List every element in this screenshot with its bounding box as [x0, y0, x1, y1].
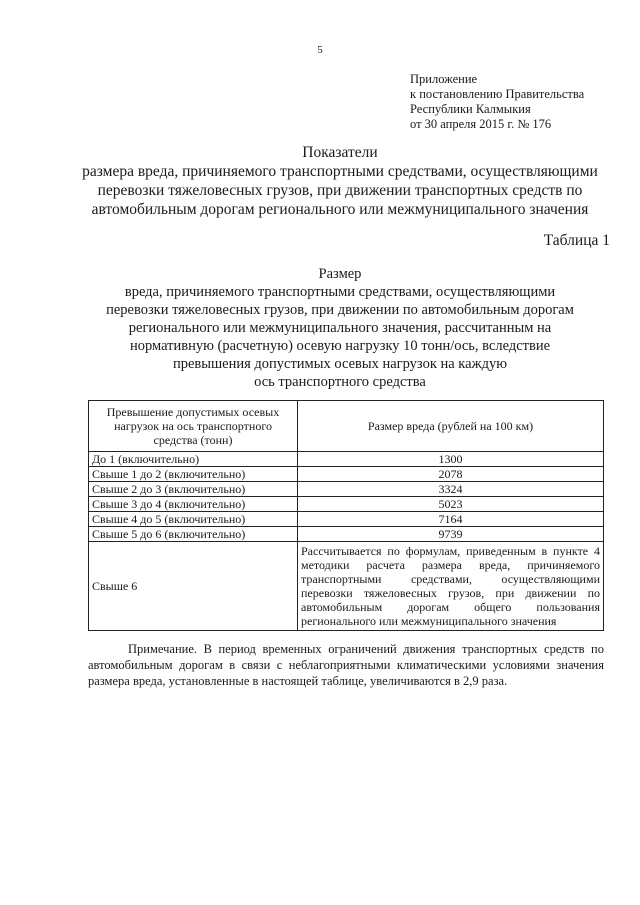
cell-damage: 7164	[298, 512, 604, 527]
title-line: Показатели	[302, 144, 378, 161]
table-title-line: нормативную (расчетную) осевую нагрузку 10 тонн/ось, вследствие	[129, 338, 551, 354]
document-title	[60, 143, 620, 219]
title-line: перевозки тяжеловесных грузов, при движении транспортных средств по	[97, 182, 583, 199]
appendix-line: Приложение	[410, 72, 478, 86]
title-line: автомобильным дорогам регионального или межмуниципального значения	[91, 201, 589, 218]
damage-table	[88, 400, 604, 631]
table-title-line: ось транспортного средства	[254, 374, 426, 390]
cell-damage: 1300	[298, 452, 604, 467]
table-row	[89, 542, 604, 631]
cell-damage: 5023	[298, 497, 604, 512]
cell-load: Свыше 3 до 4 (включительно)	[89, 497, 298, 512]
table-title-line: регионального или межмуниципального значения, рассчитанным на	[128, 320, 552, 336]
table-row	[89, 452, 604, 467]
cell-damage-formula: Рассчитывается по формулам, приведенным в пункте 4 методики расчета размера вреда, причиняемого транспортными средствами, осуществляющими перевозки тяжеловесных грузов, при движении по автомобильным дорогам общего пользования регионального или межмуниципального значения	[298, 542, 604, 631]
cell-damage: 2078	[298, 467, 604, 482]
table-title-line: превышения допустимых осевых нагрузок на каждую	[172, 356, 508, 372]
table-title-line: Размер	[318, 266, 362, 282]
cell-load: Свыше 1 до 2 (включительно)	[89, 467, 298, 482]
table-note: Примечание. В период временных ограничений движения транспортных средств по автомобильным дорогам в связи с неблагоприятными климатическими условиями значения размера вреда, установленные в настоящей таблице, увеличиваются в 2,9 раза.	[88, 642, 604, 688]
page-number: 5	[317, 44, 323, 56]
table-header-row	[89, 401, 604, 452]
appendix-line: от 30 апреля 2015 г. № 176	[410, 117, 552, 131]
cell-damage: 9739	[298, 527, 604, 542]
header-cell-damage: Размер вреда (рублей на 100 км)	[298, 401, 604, 452]
cell-load: До 1 (включительно)	[89, 452, 298, 467]
cell-load: Свыше 5 до 6 (включительно)	[89, 527, 298, 542]
cell-load: Свыше 6	[89, 542, 298, 631]
table-row	[89, 512, 604, 527]
table-row	[89, 527, 604, 542]
cell-damage: 3324	[298, 482, 604, 497]
cell-load: Свыше 4 до 5 (включительно)	[89, 512, 298, 527]
cell-load: Свыше 2 до 3 (включительно)	[89, 482, 298, 497]
table-row	[89, 497, 604, 512]
header-cell-load: Превышение допустимых осевых нагрузок на ось транспортного средства (тонн)	[89, 401, 298, 452]
appendix-block	[410, 72, 584, 132]
table-title-line: вреда, причиняемого транспортными средствами, осуществляющими	[124, 284, 556, 300]
table-label: Таблица 1	[543, 232, 610, 249]
appendix-line: к постановлению Правительства	[410, 87, 585, 101]
table-row	[89, 467, 604, 482]
appendix-line: Республики Калмыкия	[410, 102, 531, 116]
table-title-line: перевозки тяжеловесных грузов, при движении по автомобильным дорогам	[106, 302, 574, 318]
table-row	[89, 482, 604, 497]
title-line: размера вреда, причиняемого транспортными средствами, осуществляющими	[82, 163, 598, 180]
table-title	[70, 265, 610, 391]
